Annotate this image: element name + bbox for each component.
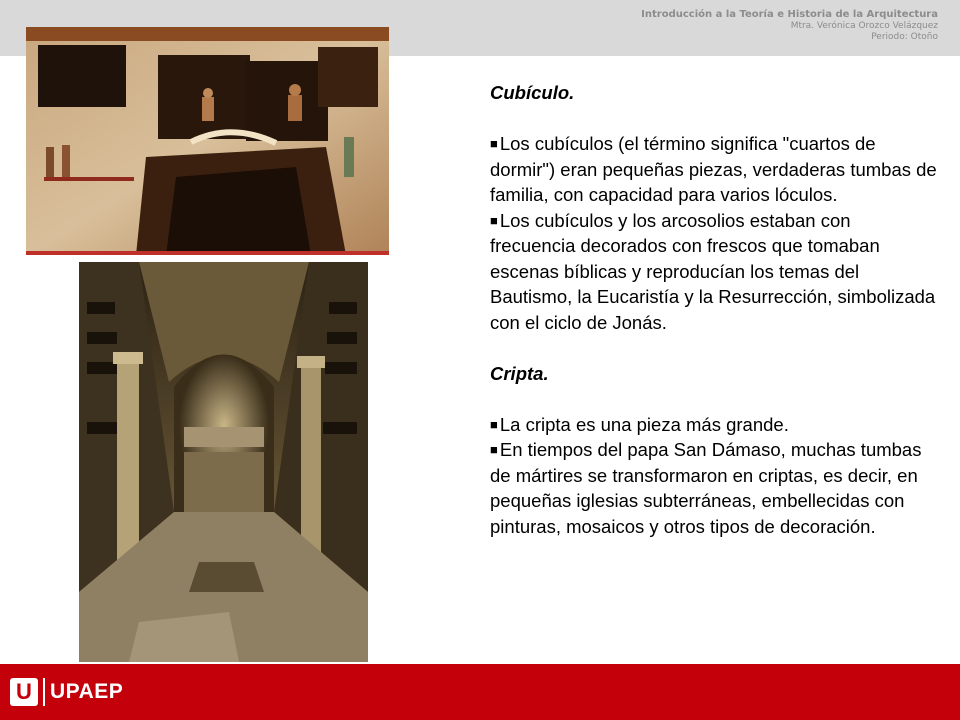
teacher-name: Mtra. Verónica Orozco Velázquez (790, 21, 938, 31)
logo-divider (43, 678, 45, 706)
period-label: Periodo: Otoño (871, 32, 938, 42)
cubiculo-bullets (490, 131, 940, 335)
cripta-image (79, 262, 368, 662)
slide-content (490, 80, 940, 539)
bullet-item (490, 412, 940, 438)
bullet-text: La cripta es una pieza más grande. (499, 413, 789, 435)
bullet-square-icon: ■ (490, 136, 498, 151)
upaep-logo (10, 676, 123, 708)
logo-letter: U (10, 678, 38, 706)
section-title-cripta: Cripta. (490, 362, 549, 384)
bullet-text: En tiempos del papa San Dámaso, muchas tumbas de mártires se transformaron en criptas, es decir, en pequeñas iglesias subterráneas, embellecidas con pinturas, mosaicos y otros tipos de decoración. (490, 439, 922, 537)
logo-text: UPAEP (50, 680, 124, 703)
bullet-item (490, 131, 940, 208)
bullet-square-icon: ■ (490, 416, 498, 432)
cripta-bullets (490, 412, 940, 540)
bullet-text: Los cubículos y los arcosolios estaban con frecuencia decorados con frescos que tomaban escenas bíblicas y reproducían los temas del Bautismo, la Eucaristía y la Resurrección, simbolizada con el ciclo de Jonás. (490, 209, 936, 333)
bullet-item (490, 208, 940, 336)
bullet-square-icon: ■ (490, 442, 498, 457)
course-title: Introducción a la Teoría e Historia de la Arquitectura (641, 9, 938, 20)
section-title-cubiculo: Cubículo. (490, 82, 575, 103)
bullet-item (490, 437, 940, 539)
cubiculo-fresco-image (26, 27, 389, 255)
footer-band (0, 664, 960, 720)
header-info (641, 9, 938, 43)
bullet-text: Los cubículos (el término significa "cuartos de dormir") eran pequeñas piezas, verdaderas tumbas de familia, con capacidad para varios lóculos. (490, 133, 937, 205)
bullet-square-icon: ■ (490, 212, 498, 228)
